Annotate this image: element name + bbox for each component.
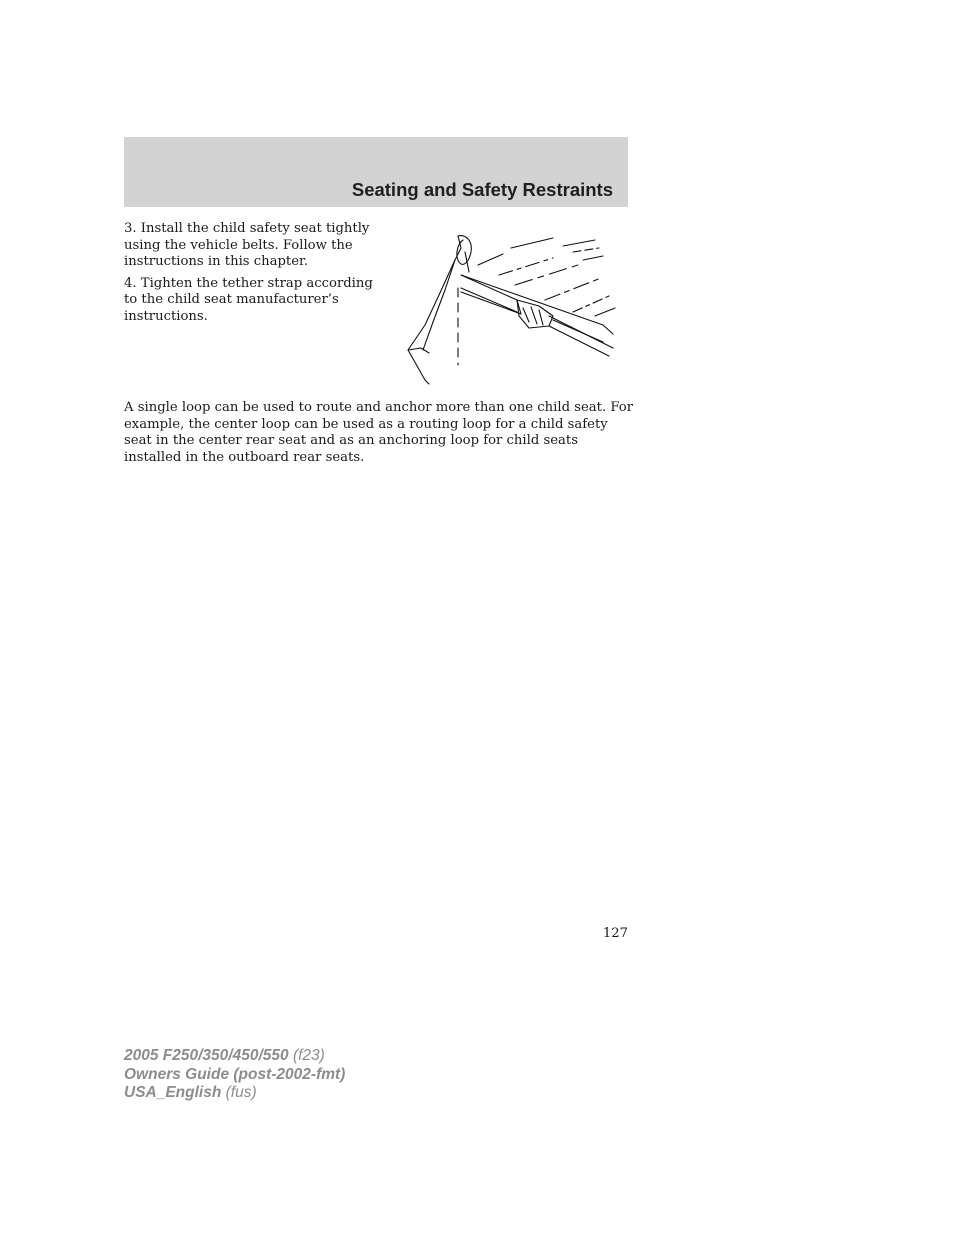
instruction-steps (124, 221, 386, 331)
footer-model: 2005 F250/350/450/550 (124, 1047, 289, 1064)
section-header-band (124, 137, 628, 207)
footer-line-model (124, 1047, 345, 1066)
document-footer (124, 1047, 345, 1103)
footer-model-code: (f23) (292, 1047, 325, 1064)
tether-strap-illustration (403, 230, 617, 388)
footer-guide: Owners Guide (post-2002-fmt) (124, 1065, 346, 1083)
page-number: 127 (602, 926, 628, 941)
step-3-text: 3. Install the child safety seat tightly using the vehicle belts. Follow the instructions in this chapter. (124, 221, 370, 270)
body-paragraph: A single loop can be used to route and anchor more than one child seat. For example, the center loop can be used as a routing loop for a child safety seat in the center rear seat and as an anchoring loop for child seats installed in the outboard rear seats. (124, 400, 634, 465)
footer-line-language (124, 1084, 345, 1103)
footer-line-guide (124, 1066, 345, 1085)
section-title: Seating and Safety Restraints (351, 179, 613, 200)
step-4-text: 4. Tighten the tether strap according to the child seat manufacturer’s instructions. (124, 275, 373, 324)
footer-language-code: (fus) (225, 1084, 257, 1101)
footer-language: USA_English (124, 1084, 222, 1101)
